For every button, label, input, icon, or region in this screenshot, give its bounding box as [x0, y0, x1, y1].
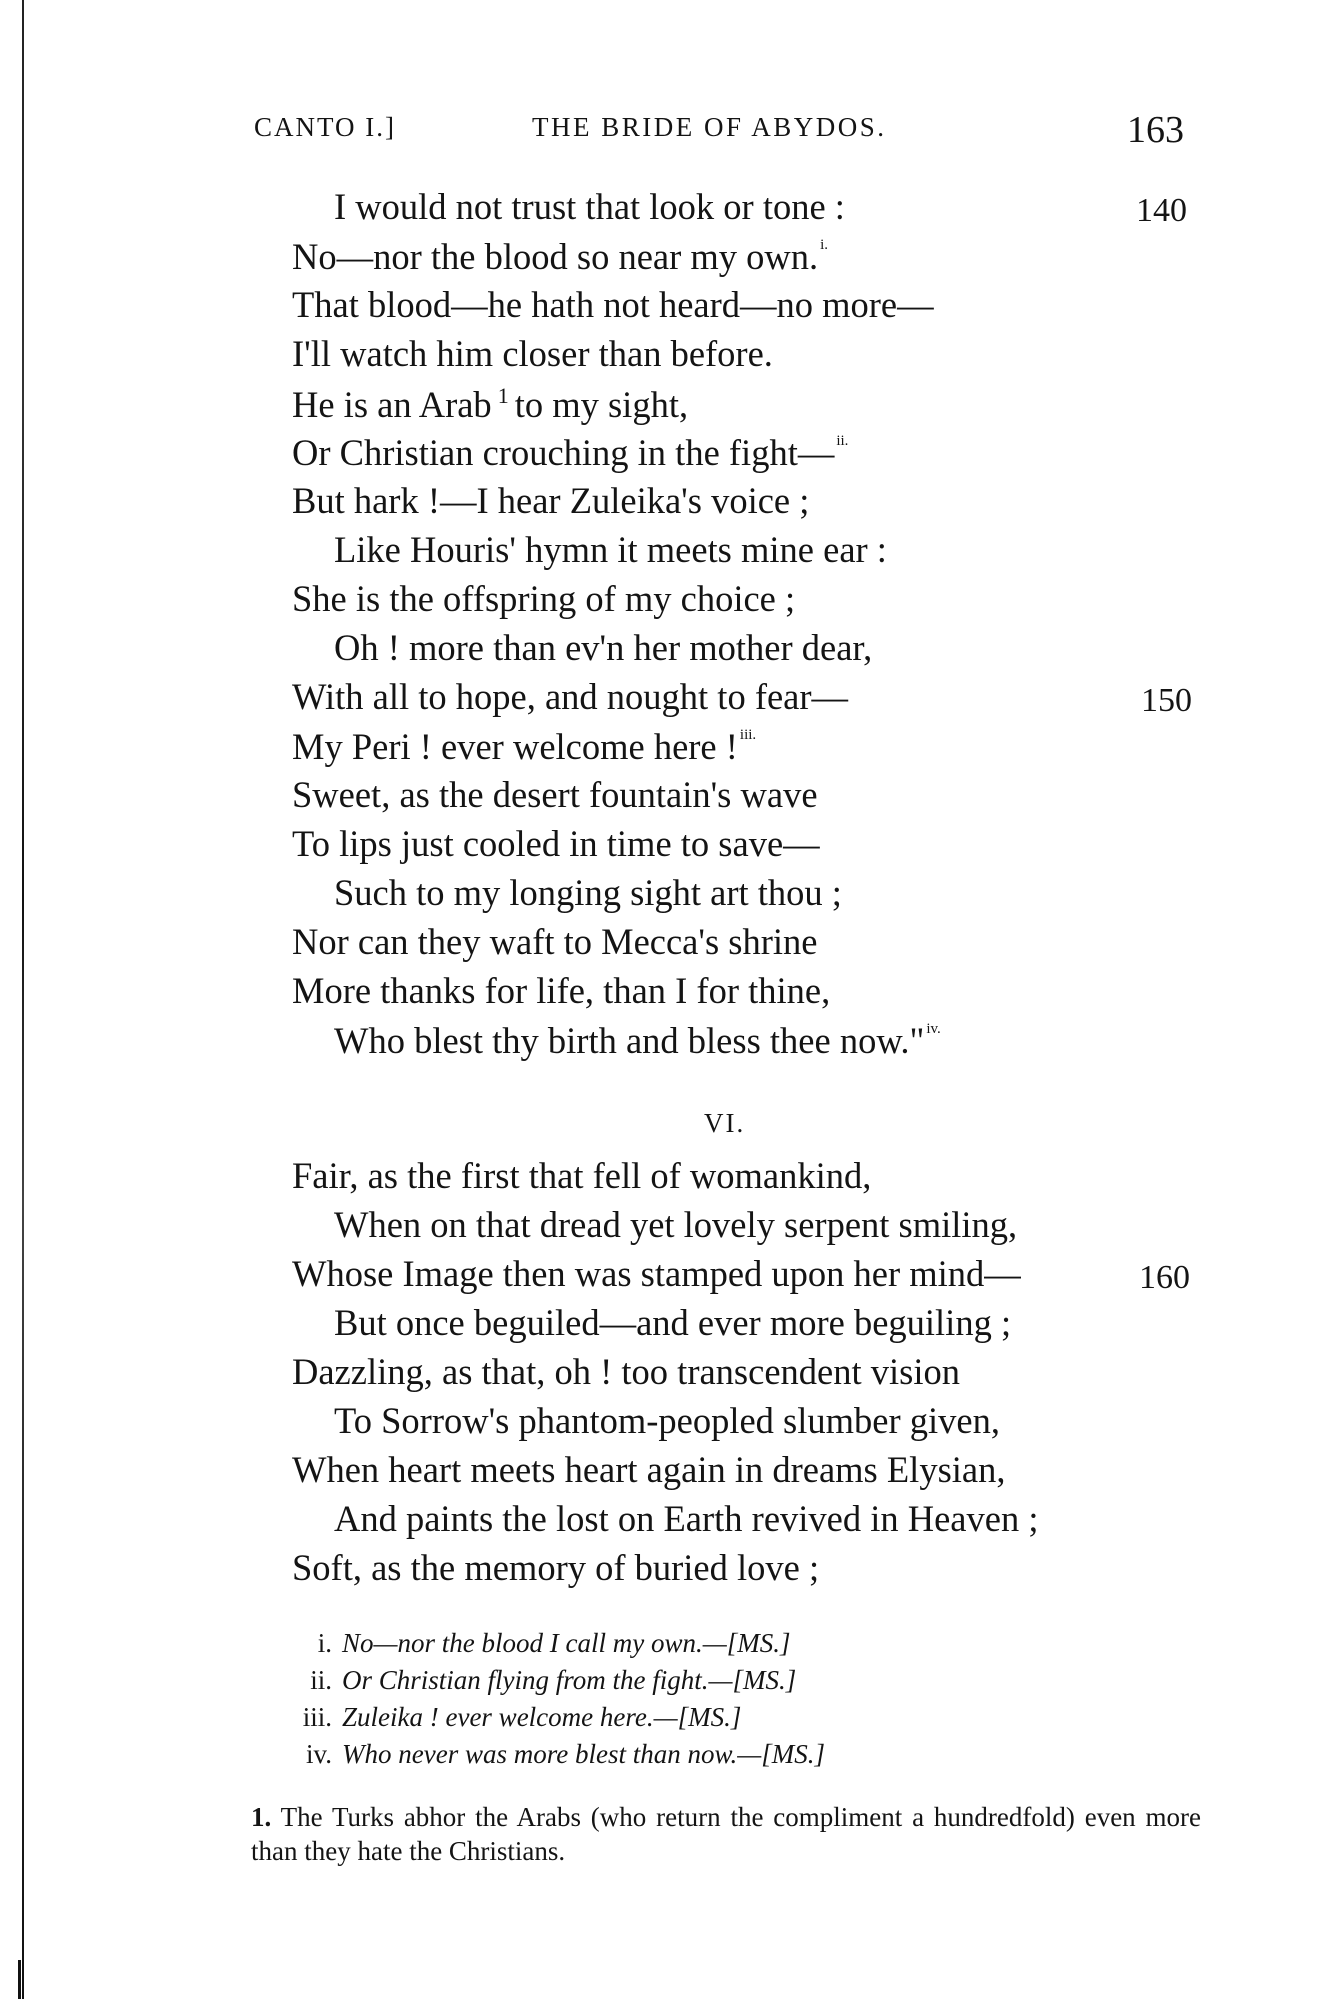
verse-line: Dazzling, as that, oh ! too transcendent vision — [292, 1351, 960, 1392]
scan-binding-edge — [22, 0, 24, 1999]
verse-line: With all to hope, and nought to fear— — [292, 676, 849, 717]
verse-line: Nor can they waft to Mecca's shrine — [292, 921, 818, 962]
verse-line: When on that dread yet lovely serpent smiling, — [334, 1204, 1018, 1245]
verse-line: Like Houris' hymn it meets mine ear : — [334, 529, 887, 570]
verse-line: He is an Arab $^1$ to my sight, — [292, 383, 689, 425]
verse-line: To Sorrow's phantom-peopled slumber given, — [334, 1400, 1000, 1441]
variant-footnote: i. No—nor the blood I call my own.—[MS.] — [317, 1628, 791, 1658]
verse-line: Who blest thy birth and bless thee now." $^{iv.}$ — [334, 1020, 941, 1061]
verse-line: Whose Image then was stamped upon her mind— — [292, 1253, 1021, 1294]
page-number: 163 — [1127, 109, 1184, 151]
verse-line: But hark !—I hear Zuleika's voice ; — [292, 480, 810, 521]
verse-line: And paints the lost on Earth revived in Heaven ; — [334, 1498, 1039, 1539]
header-title: THE BRIDE OF ABYDOS. — [532, 112, 887, 142]
footnote-ref: 1 — [497, 383, 509, 408]
line-number: 150 — [1141, 682, 1192, 719]
verse-line: Oh ! more than ev'n her mother dear, — [334, 627, 873, 668]
section-number: VI. — [704, 1108, 746, 1138]
line-number: 140 — [1136, 192, 1187, 229]
verse-line: She is the offspring of my choice ; — [292, 578, 796, 619]
verse-line: That blood—he hath not heard—no more— — [292, 284, 934, 325]
verse-line: No—nor the blood so near my own. $^{i.}$ — [292, 236, 829, 277]
verse-line: When heart meets heart again in dreams Elysian, — [292, 1449, 1006, 1490]
scan-binding-mark — [18, 1960, 21, 1999]
verse-line: Soft, as the memory of buried love ; — [292, 1547, 820, 1588]
verse-line: Such to my longing sight art thou ; — [334, 872, 842, 913]
variant-footnote: ii. Or Christian flying from the fight.—[MS.] — [310, 1665, 797, 1695]
editor-note-number: 1. — [251, 1802, 272, 1832]
verse-line: I'll watch him closer than before. — [292, 333, 773, 374]
editor-note — [251, 1800, 1201, 1868]
verse-line: More thanks for life, than I for thine, — [292, 970, 831, 1011]
header-canto: CANTO I.] — [254, 112, 396, 142]
verse-line: Sweet, as the desert fountain's wave — [292, 774, 818, 815]
variant-footnote: iv. Who never was more blest than now.—[MS.] — [306, 1739, 825, 1769]
verse-line: To lips just cooled in time to save— — [292, 823, 820, 864]
verse-line: I would not trust that look or tone : — [334, 186, 845, 227]
verse-line: My Peri ! ever welcome here ! $^{iii.}$ — [292, 726, 757, 767]
variant-ref: iii. — [739, 727, 757, 743]
variant-ref: ii. — [836, 433, 849, 449]
running-header — [0, 109, 1319, 152]
variant-footnote: iii. Zuleika ! ever welcome here.—[MS.] — [302, 1702, 742, 1732]
verse-line: But once beguiled—and ever more beguiling ; — [334, 1302, 1012, 1343]
variant-ref: i. — [820, 237, 829, 253]
line-number: 160 — [1139, 1259, 1190, 1296]
verse-line: Fair, as the first that fell of womankind, — [292, 1155, 872, 1196]
editor-note-text: The Turks abhor the Arabs (who return the compliment a hundredfold) even more than they hate the Christians. — [251, 1802, 1201, 1866]
verse-line: Or Christian crouching in the fight— $^{ii.}$ — [292, 432, 849, 473]
variant-ref: iv. — [926, 1021, 941, 1037]
